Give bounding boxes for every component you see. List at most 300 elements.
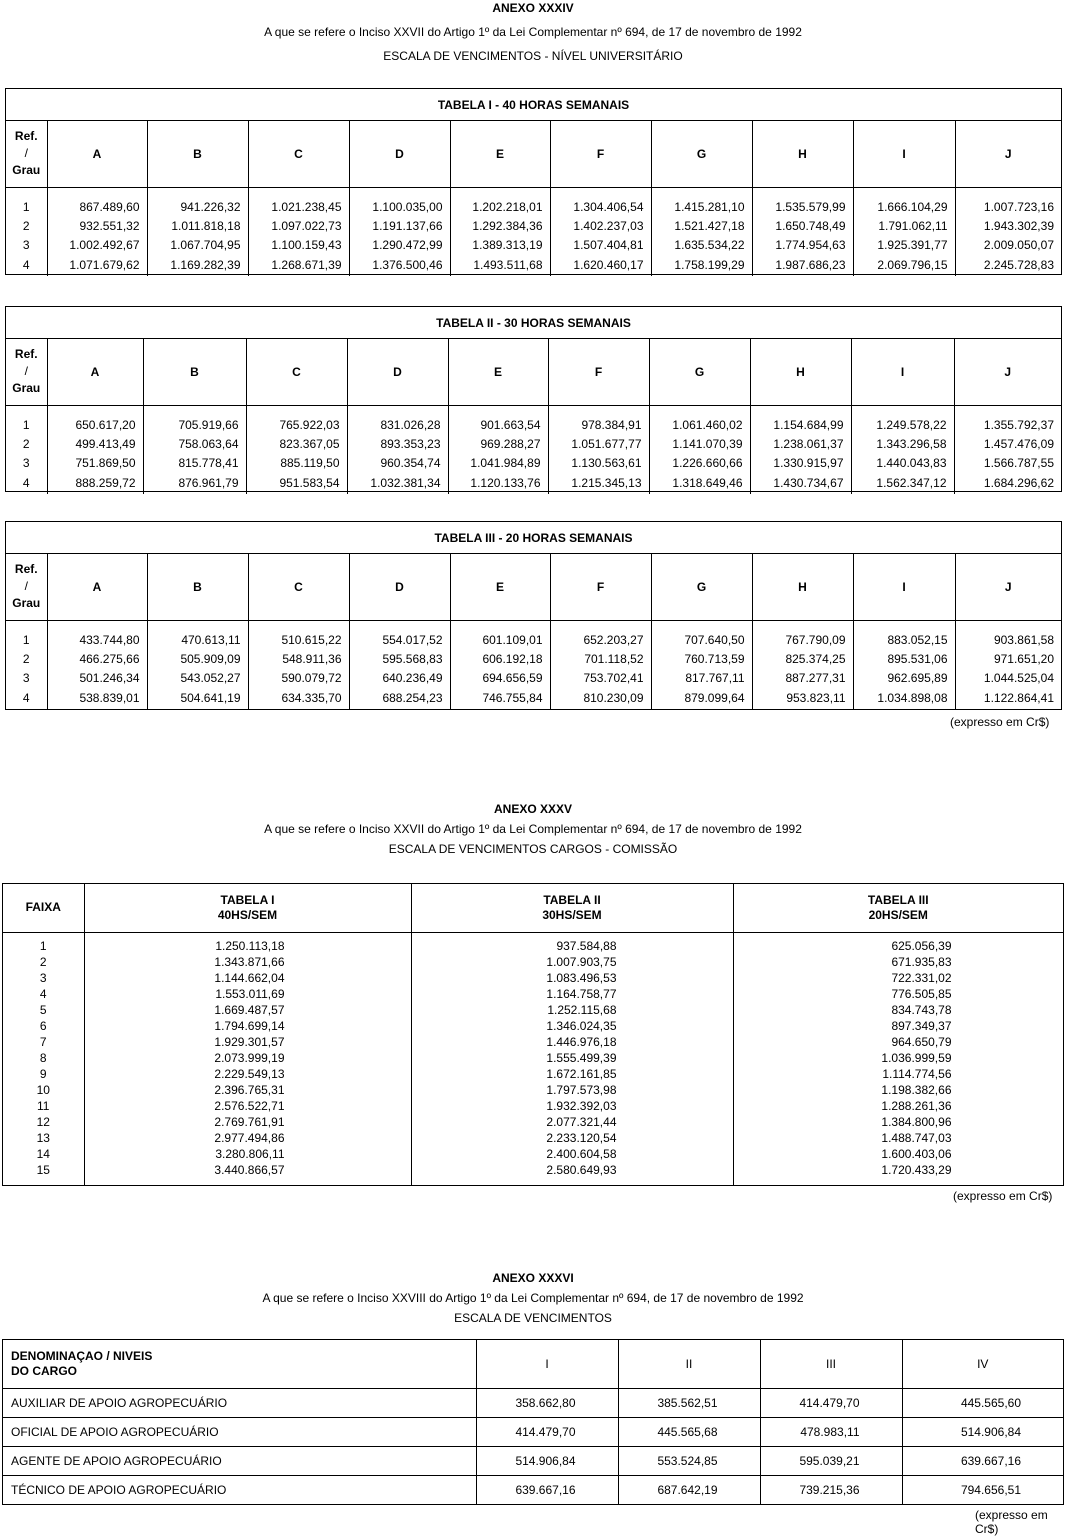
value-cell [84, 1082, 411, 1098]
value-cell: 885.119,50 [246, 453, 347, 472]
value-cell [411, 1066, 733, 1082]
value-text: 2.769.761,91 [214, 1114, 285, 1129]
value-cell: 1.430.734,67 [750, 472, 851, 494]
value-text: 1.720.433,29 [881, 1162, 952, 1177]
value-cell [733, 1082, 1063, 1098]
value-text: 1.669.487,57 [214, 1002, 285, 1017]
value-cell: 817.767,11 [651, 668, 752, 687]
col-header: H [752, 121, 853, 187]
value-cell: 971.651,20 [955, 649, 1061, 668]
table-row [3, 1082, 1063, 1098]
grau-cell: 3 [22, 670, 30, 685]
value-text: 1.114.774,56 [882, 1066, 952, 1081]
cargo-name: AUXILIAR DE APOIO AGROPECUÁRIO [3, 1388, 476, 1417]
value-cell [733, 932, 1063, 954]
value-cell: 1.002.492,67 [47, 235, 147, 254]
value-cell [411, 932, 733, 954]
col-header: G [651, 554, 752, 620]
value-text: 1.929.301,57 [214, 1034, 285, 1049]
value-cell: 883.052,15 [853, 620, 955, 649]
value-cell: 1.032.381,34 [347, 472, 448, 494]
value-text: 2.400.604,58 [546, 1146, 617, 1161]
value-cell: 538.839,01 [47, 687, 147, 709]
ref-grau-header: Ref. / Grau [6, 554, 47, 620]
value-text: 1.144.662,04 [214, 970, 285, 985]
value-cell: 1.402.237,03 [550, 216, 651, 235]
value-cell: 823.367,05 [246, 434, 347, 453]
value-cell: 1.318.649,46 [649, 472, 750, 494]
table-row [6, 620, 1061, 649]
denominacao-header: DENOMINAÇAO / NIVEIS DO CARGO [3, 1340, 476, 1388]
value-cell: 746.755,84 [450, 687, 550, 709]
value-cell: 590.079,72 [248, 668, 349, 687]
anexo35-header [0, 799, 1066, 859]
value-cell: 1.034.898,08 [853, 687, 955, 709]
anexo34-title: ANEXO XXXIV [492, 1, 574, 15]
value-cell: 978.384,91 [548, 405, 649, 434]
value-cell [411, 1098, 733, 1114]
col-header: E [448, 339, 548, 405]
value-cell: 504.641,19 [147, 687, 248, 709]
value-cell: 941.226,32 [147, 187, 248, 216]
value-cell: 1.758.199,29 [651, 254, 752, 276]
value-cell [733, 1034, 1063, 1050]
value-cell: 1.415.281,10 [651, 187, 752, 216]
value-cell: 445.565,60 [902, 1388, 1063, 1417]
value-cell: 753.702,41 [550, 668, 651, 687]
value-cell: 634.335,70 [248, 687, 349, 709]
value-cell: 514.906,84 [476, 1446, 618, 1475]
value-text: 3.440.866,57 [214, 1162, 285, 1177]
col-header: C [248, 121, 349, 187]
ref-grau-header: Ref. / Grau [6, 121, 47, 187]
value-cell: 1.376.500,46 [349, 254, 450, 276]
col-header: A [47, 339, 143, 405]
col-header: H [750, 339, 851, 405]
col-header: B [147, 121, 248, 187]
col-header: B [143, 339, 246, 405]
value-cell: 1.774.954,63 [752, 235, 853, 254]
tabela-3-grid [6, 554, 1061, 709]
faixa-cell: 5 [39, 1002, 47, 1017]
value-cell: 888.259,72 [47, 472, 143, 494]
table-row [3, 1475, 1063, 1504]
value-cell [411, 1146, 733, 1162]
value-cell: 2.245.728,83 [955, 254, 1061, 276]
value-cell: 1.925.391,77 [853, 235, 955, 254]
grau-cell: 1 [22, 199, 30, 214]
value-cell: 553.524,85 [618, 1446, 760, 1475]
value-cell: 514.906,84 [902, 1417, 1063, 1446]
value-cell: 1.635.534,22 [651, 235, 752, 254]
grau-cell: 4 [22, 258, 30, 272]
comissao-table [2, 883, 1064, 1186]
value-cell: 414.479,70 [476, 1417, 618, 1446]
ref-grau-header: Ref. / Grau [6, 339, 47, 405]
table-row [6, 687, 1061, 709]
tabela-i-header: TABELA I 40HS/SEM [84, 884, 411, 932]
value-cell: 758.063,64 [143, 434, 246, 453]
col-header: C [248, 554, 349, 620]
tabela-2-caption: TABELA II - 30 HORAS SEMANAIS [6, 307, 1061, 339]
value-cell: 1.249.578,22 [851, 405, 954, 434]
nivel-header: II [618, 1340, 760, 1388]
table-row [6, 649, 1061, 668]
value-cell: 478.983,11 [760, 1417, 902, 1446]
value-cell: 1.304.406,54 [550, 187, 651, 216]
faixa-cell: 6 [39, 1018, 47, 1033]
col-header: D [349, 121, 450, 187]
table-row [6, 405, 1061, 434]
table-row [6, 453, 1061, 472]
col-header: E [450, 121, 550, 187]
nivel-header: I [476, 1340, 618, 1388]
value-text: 3.280.806,11 [215, 1146, 285, 1161]
value-cell: 606.192,18 [450, 649, 550, 668]
value-cell: 1.021.238,45 [248, 187, 349, 216]
comissao-grid [3, 884, 1063, 1186]
table-row [6, 434, 1061, 453]
value-cell: 951.583,54 [246, 472, 347, 494]
faixa-cell: 7 [39, 1034, 47, 1049]
grau-cell: 3 [22, 455, 30, 470]
value-cell [411, 1130, 733, 1146]
col-header: A [47, 121, 147, 187]
value-cell: 1.071.679,62 [47, 254, 147, 276]
value-cell: 825.374,25 [752, 649, 853, 668]
value-cell: 1.521.427,18 [651, 216, 752, 235]
tabela-1 [5, 88, 1062, 275]
table-row [3, 1050, 1063, 1066]
faixa-cell: 14 [36, 1146, 50, 1161]
value-cell: 595.568,83 [349, 649, 450, 668]
value-text: 1.198.382,66 [881, 1082, 952, 1097]
value-text: 1.600.403,06 [881, 1146, 952, 1161]
value-cell: 1.562.347,12 [851, 472, 954, 494]
value-cell: 1.535.579,99 [752, 187, 853, 216]
table-row [3, 970, 1063, 986]
value-text: 2.229.549,13 [214, 1066, 285, 1081]
col-header: F [550, 554, 651, 620]
value-text: 2.576.522,71 [214, 1098, 285, 1113]
table-row [3, 1018, 1063, 1034]
value-cell: 358.662,80 [476, 1388, 618, 1417]
value-cell: 765.922,03 [246, 405, 347, 434]
value-cell [84, 986, 411, 1002]
value-cell: 1.051.677,77 [548, 434, 649, 453]
value-cell [733, 986, 1063, 1002]
anexo36-title: ANEXO XXXVI [492, 1271, 574, 1285]
col-header: F [548, 339, 649, 405]
value-cell: 751.869,50 [47, 453, 143, 472]
anexo35-title: ANEXO XXXV [493, 802, 573, 816]
value-cell: 688.254,23 [349, 687, 450, 709]
tabela-ii-header: TABELA II 30HS/SEM [411, 884, 733, 932]
value-cell: 879.099,64 [651, 687, 752, 709]
value-cell: 1.154.684,99 [750, 405, 851, 434]
value-cell [733, 1162, 1063, 1186]
value-cell: 1.389.313,19 [450, 235, 550, 254]
value-text: 1.797.573,98 [546, 1082, 617, 1097]
value-cell [411, 1018, 733, 1034]
table-row [6, 187, 1061, 216]
value-cell [411, 1082, 733, 1098]
tabela-1-caption: TABELA I - 40 HORAS SEMANAIS [6, 89, 1061, 121]
value-cell [411, 986, 733, 1002]
value-cell [84, 932, 411, 954]
table-row [6, 235, 1061, 254]
anexo35-scale: ESCALA DE VENCIMENTOS CARGOS - COMISSÃO [388, 842, 678, 856]
value-cell: 1.169.282,39 [147, 254, 248, 276]
grau-cell: 4 [22, 476, 30, 490]
anexo34-note: (expresso em Cr$) [950, 715, 1050, 729]
value-cell: 876.961,79 [143, 472, 246, 494]
faixa-cell: 2 [39, 954, 47, 969]
tabela-2-grid [6, 339, 1061, 494]
value-cell: 962.695,89 [853, 668, 955, 687]
value-text: 1.252.115,68 [547, 1002, 617, 1017]
table-row [3, 1098, 1063, 1114]
tabela-iii-header: TABELA III 20HS/SEM [733, 884, 1063, 932]
value-cell [84, 1066, 411, 1082]
cargo-table [2, 1339, 1064, 1505]
col-header: J [955, 121, 1061, 187]
col-header: C [246, 339, 347, 405]
value-text: 1.553.011,69 [215, 986, 285, 1001]
value-text: 2.977.494,86 [214, 1130, 285, 1145]
table-row [3, 1114, 1063, 1130]
table-row [3, 1162, 1063, 1186]
value-cell: 1.097.022,73 [248, 216, 349, 235]
value-cell: 953.823,11 [752, 687, 853, 709]
anexo34-subtitle: A que se refere o Inciso XXVII do Artigo 1º da Lei Complementar nº 694, de 17 de novembro de 1992 [264, 25, 802, 39]
value-cell [84, 1146, 411, 1162]
value-cell: 433.744,80 [47, 620, 147, 649]
value-cell: 2.069.796,15 [853, 254, 955, 276]
grau-cell: 2 [22, 651, 30, 666]
value-cell: 1.100.035,00 [349, 187, 450, 216]
value-cell: 810.230,09 [550, 687, 651, 709]
value-text: 1.488.747,03 [881, 1130, 952, 1145]
table-row [6, 254, 1061, 276]
value-text: 2.396.765,31 [214, 1082, 285, 1097]
col-header: I [853, 554, 955, 620]
value-cell: 815.778,41 [143, 453, 246, 472]
table-row [3, 954, 1063, 970]
value-cell [733, 1098, 1063, 1114]
value-cell [733, 1066, 1063, 1082]
value-cell: 887.277,31 [752, 668, 853, 687]
value-cell: 1.191.137,66 [349, 216, 450, 235]
value-text: 1.794.699,14 [214, 1018, 285, 1033]
tabela-3-caption: TABELA III - 20 HORAS SEMANAIS [6, 522, 1061, 554]
grau-cell: 1 [22, 417, 30, 432]
value-cell [733, 1018, 1063, 1034]
value-cell [733, 954, 1063, 970]
anexo36-subtitle: A que se refere o Inciso XXVIII do Artigo 1º da Lei Complementar nº 694, de 17 de novembro de 1992 [262, 1291, 804, 1305]
value-cell: 1.620.460,17 [550, 254, 651, 276]
value-cell [84, 1050, 411, 1066]
value-cell: 739.215,36 [760, 1475, 902, 1504]
value-text: 1.083.496,53 [546, 970, 617, 985]
value-cell: 640.236,49 [349, 668, 450, 687]
col-header: J [954, 339, 1061, 405]
table-row [3, 1388, 1063, 1417]
value-cell: 694.656,59 [450, 668, 550, 687]
faixa-cell: 13 [36, 1130, 50, 1145]
value-cell: 1.202.218,01 [450, 187, 550, 216]
value-cell: 760.713,59 [651, 649, 752, 668]
value-cell [733, 1130, 1063, 1146]
value-cell [84, 1018, 411, 1034]
col-header: I [853, 121, 955, 187]
anexo36-header [0, 1268, 1066, 1328]
value-text: 1.346.024,35 [546, 1018, 617, 1033]
value-text: 625.056,39 [891, 938, 952, 953]
table-row [3, 932, 1063, 954]
value-cell [733, 970, 1063, 986]
faixa-header: FAIXA [3, 884, 84, 932]
value-cell [733, 1146, 1063, 1162]
value-cell [411, 1034, 733, 1050]
value-cell [84, 954, 411, 970]
value-cell: 895.531,06 [853, 649, 955, 668]
value-cell: 554.017,52 [349, 620, 450, 649]
value-cell [84, 1130, 411, 1146]
nivel-header: III [760, 1340, 902, 1388]
value-cell: 1.268.671,39 [248, 254, 349, 276]
value-text: 1.250.113,18 [215, 938, 285, 953]
value-cell: 2.009.050,07 [955, 235, 1061, 254]
tabela-2 [5, 306, 1062, 492]
faixa-cell: 3 [39, 970, 47, 985]
value-cell: 445.565,68 [618, 1417, 760, 1446]
value-cell [84, 1114, 411, 1130]
value-cell [84, 1162, 411, 1186]
value-cell: 701.118,52 [550, 649, 651, 668]
value-cell: 1.943.302,39 [955, 216, 1061, 235]
value-text: 1.164.758,77 [546, 986, 617, 1001]
value-cell: 1.067.704,95 [147, 235, 248, 254]
value-cell: 499.413,49 [47, 434, 143, 453]
value-cell: 893.353,23 [347, 434, 448, 453]
value-cell [84, 1002, 411, 1018]
value-cell: 1.791.062,11 [853, 216, 955, 235]
value-cell: 1.650.748,49 [752, 216, 853, 235]
anexo36-scale: ESCALA DE VENCIMENTOS [454, 1311, 612, 1325]
anexo36-note: (expresso em Cr$) [975, 1508, 1048, 1536]
value-text: 2.073.999,19 [214, 1050, 285, 1065]
value-text: 1.007.903,75 [546, 954, 617, 969]
value-cell: 1.684.296,62 [954, 472, 1061, 494]
table-row [6, 668, 1061, 687]
value-cell: 601.109,01 [450, 620, 550, 649]
table-row [3, 1146, 1063, 1162]
tabela-3 [5, 521, 1062, 710]
value-cell: 1.290.472,99 [349, 235, 450, 254]
value-cell [84, 1098, 411, 1114]
value-cell: 831.026,28 [347, 405, 448, 434]
anexo35-subtitle: A que se refere o Inciso XXVII do Artigo 1º da Lei Complementar nº 694, de 17 de novembro de 1992 [264, 822, 802, 836]
table-row [3, 1130, 1063, 1146]
value-cell: 1.457.476,09 [954, 434, 1061, 453]
col-header: G [649, 339, 750, 405]
value-text: 1.932.392,03 [546, 1098, 617, 1113]
value-cell: 1.238.061,37 [750, 434, 851, 453]
value-cell: 969.288,27 [448, 434, 548, 453]
value-cell [733, 1050, 1063, 1066]
value-cell: 1.141.070,39 [649, 434, 750, 453]
value-cell: 1.044.525,04 [955, 668, 1061, 687]
value-cell: 794.656,51 [902, 1475, 1063, 1504]
value-cell: 707.640,50 [651, 620, 752, 649]
value-cell: 595.039,21 [760, 1446, 902, 1475]
value-cell [411, 954, 733, 970]
col-header: E [450, 554, 550, 620]
faixa-cell: 10 [36, 1082, 50, 1097]
table-row [3, 1034, 1063, 1050]
value-cell: 639.667,16 [902, 1446, 1063, 1475]
value-cell: 767.790,09 [752, 620, 853, 649]
value-text: 776.505,85 [891, 986, 952, 1001]
value-cell: 1.041.984,89 [448, 453, 548, 472]
value-cell [411, 1114, 733, 1130]
value-text: 1.446.976,18 [546, 1034, 617, 1049]
value-text: 1.555.499,39 [546, 1050, 617, 1065]
value-cell: 687.642,19 [618, 1475, 760, 1504]
value-cell: 1.493.511,68 [450, 254, 550, 276]
faixa-cell: 12 [36, 1114, 50, 1129]
value-cell [411, 1002, 733, 1018]
value-text: 2.580.649,93 [546, 1162, 617, 1177]
value-text: 722.331,02 [891, 970, 952, 985]
value-cell: 505.909,09 [147, 649, 248, 668]
grau-cell: 4 [22, 691, 30, 705]
cargo-grid [3, 1340, 1063, 1504]
faixa-cell: 9 [39, 1066, 47, 1081]
value-cell: 1.122.864,41 [955, 687, 1061, 709]
value-cell: 414.479,70 [760, 1388, 902, 1417]
value-cell: 650.617,20 [47, 405, 143, 434]
value-text: 1.036.999,59 [881, 1050, 952, 1065]
faixa-cell: 4 [39, 986, 47, 1001]
anexo35-note: (expresso em Cr$) [953, 1189, 1053, 1203]
grau-cell: 3 [22, 237, 30, 252]
value-cell: 385.562,51 [618, 1388, 760, 1417]
value-cell: 548.911,36 [248, 649, 349, 668]
grau-cell: 1 [22, 632, 30, 647]
value-cell: 1.330.915,97 [750, 453, 851, 472]
cargo-name: OFICIAL DE APOIO AGROPECUÁRIO [3, 1417, 476, 1446]
value-cell: 1.566.787,55 [954, 453, 1061, 472]
faixa-cell: 15 [36, 1162, 50, 1177]
grau-cell: 2 [22, 436, 30, 451]
value-text: 834.743,78 [891, 1002, 952, 1017]
value-cell: 867.489,60 [47, 187, 147, 216]
nivel-header: IV [902, 1340, 1063, 1388]
value-cell: 501.246,34 [47, 668, 147, 687]
value-cell: 1.440.043,83 [851, 453, 954, 472]
value-cell: 1.215.345,13 [548, 472, 649, 494]
col-header: F [550, 121, 651, 187]
value-cell: 1.100.159,43 [248, 235, 349, 254]
value-cell: 466.275,66 [47, 649, 147, 668]
value-text: 1.672.161,85 [546, 1066, 617, 1081]
value-text: 2.233.120,54 [546, 1130, 617, 1145]
value-cell: 903.861,58 [955, 620, 1061, 649]
faixa-cell: 11 [37, 1098, 50, 1113]
tabela-1-grid [6, 121, 1061, 276]
